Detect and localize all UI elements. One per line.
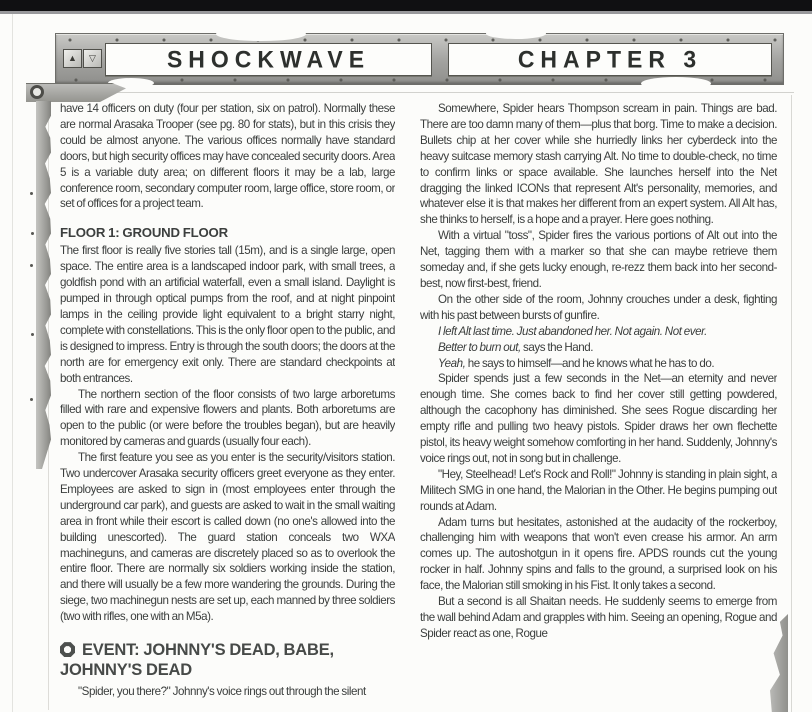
scan-top-bar-shadow xyxy=(0,11,812,14)
paragraph: "Hey, Steelhead! Let's Rock and Roll!" Johnny is standing in plain sight, a Militech SMG in one hand, the Malorian in the Other. He begins pumping out rounds at Adam. xyxy=(420,467,777,513)
banner-panel-title xyxy=(105,43,432,76)
body-text: says the Hand. xyxy=(520,340,594,354)
paragraph: Adam turns but hesitates, astonished at the audacity of the rockerboy, challenging him with weapons that won't even crease his armor. An arm comes up. The autoshotgun in it opens fire. APDS rounds cut the young rocker in half. Johnny spins and falls to the ground, a surprised look on his face, the Malorian still smoking in his Fist. It only takes a second. xyxy=(420,515,777,593)
paragraph: Somewhere, Spider hears Thompson scream in pain. Things are bad. There are too damn many of them—plus that borg. Time to make a decision. Bullets chip at her cover while she hurriedly links her cyberdeck into the heavy suitcase memory stash carrying Alt. No time to double-check, no time to confirm links or space available. She launches herself into the Net dragging the linked ICONs that represent Alt's personality, memories, and whatever else it is that makes her different from an expert system. All Alt has, she thinks to herself, is a hope and a prayer. Here goes nothing. xyxy=(420,102,777,227)
chapter-banner xyxy=(55,33,784,85)
header-rule xyxy=(44,92,794,93)
paragraph xyxy=(420,356,777,372)
chapter-title: CHAPTER 3 xyxy=(517,45,703,73)
rivet-dot xyxy=(30,264,33,267)
italic-text: Yeah, xyxy=(438,356,466,370)
rivet-dot xyxy=(30,398,33,401)
paragraph: have 14 officers on duty (four per station, six on patrol). Normally these are normal Arasaka Trooper (see pg. 80 for stats), but in this crisis they could be almost anyone. The various offices normally have standard doors, but high security offices may have concealed security doors. Area 5 is a variable duty area; on different floors it may be a lab, large conference room, secondary computer room, large office, store room, or set of offices for a project team. xyxy=(60,102,395,211)
rivet-dot xyxy=(30,192,33,195)
right-column xyxy=(420,101,777,712)
rivet-dot xyxy=(31,232,34,235)
event-heading-label: EVENT: JOHNNY'S DEAD, BABE, JOHNNY'S DEAD xyxy=(60,641,334,680)
torn-edge xyxy=(486,28,546,39)
body-text: he says to himself—and he knows what he has to do. xyxy=(465,356,715,370)
banner-up-arrow-icon: ▲ xyxy=(63,49,82,68)
paragraph: With a virtual "toss", Spider fires the various portions of Alt out into the Net, tagging them with a marker so that she can maybe retrieve them someday and, if she gets lucky enough, re-rezz them back into her second-best, now first-best, friend. xyxy=(420,229,777,290)
page-edge-line xyxy=(12,14,13,712)
paragraph: On the other side of the room, Johnny crouches under a desk, fighting with his past between bursts of gunfire. xyxy=(420,292,777,322)
paragraph: But a second is all Shaitan needs. He suddenly seems to emerge from the wall behind Adam and grapples with him. Seeing an opening, Rogue and Spider react as one, Rogue xyxy=(420,595,777,640)
book-title: SHOCKWAVE xyxy=(166,45,371,73)
event-heading xyxy=(60,640,395,680)
italic-text: Better to burn out, xyxy=(438,340,521,354)
paragraph: The first feature you see as you enter is the security/visitors station. Two undercover Arasaka security officers greet everyone as they enter. Employees are asked to sign in (most employees enter through the underground car park), and guests are asked to wait in the small waiting area in front while their escort is called down (no one's allowed into the building unescorted). The guard station conceals two WXA machineguns, and cameras are discretely placed so as to overlook the entire floor. There are normally six soldiers working inside the station, and there will usually be a few more wandering the grounds. During the siege, two machinegun nests are set up, each manned by three soldiers (two with rifles, one with an M5a). xyxy=(60,451,395,624)
section-heading: FLOOR 1: GROUND FLOOR xyxy=(60,225,228,241)
paragraph xyxy=(420,340,777,356)
left-column xyxy=(60,101,395,712)
scan-top-bar xyxy=(0,0,812,11)
right-margin-rule xyxy=(791,95,792,712)
italic-text: I left Alt last time. Just abandoned her. Not again. Not ever. xyxy=(438,324,707,338)
paragraph: The first floor is really five stories tall (15m), and is a single large, open space. The entire area is a landscaped indoor park, with small trees, a goldfish pond with an artificial waterfall, even a small island. Daylight is pumped in through optical pumps from the roof, and at night pinpoint lamps in the ceiling provide light equivalent to a bright starry night, complete with constellations. This is the only floor open to the public, and is designed to impress. Entry is through the south doors; the doors at the north are for emergency exit only. There are standard checkpoints at both entrances. xyxy=(60,244,395,385)
paragraph xyxy=(420,324,777,340)
paragraph: The northern section of the floor consists of two large arboretums filled with rare and expensive flowers and plants. Both arboretums are open to the public (or were before the troubles began), but are heavily monitored by cameras and guards (usually four each). xyxy=(60,387,395,449)
torn-edge xyxy=(216,27,306,41)
banner-panel-chapter xyxy=(448,43,772,76)
corner-ring-icon xyxy=(30,85,44,99)
torn-edge xyxy=(641,77,711,90)
paragraph: Spider spends just a few seconds in the Net—an eternity and never enough time. She comes back to find her cover still getting powdered, although the cacophony has diminished. She sees Rogue discarding her empty rifle and pulling two heavy pistols. Spider draws her own flechette pistol, its heavy weight somehow comforting in her hand. Suddenly, Johnny's voice rings out, not in song but in challenge. xyxy=(420,372,777,465)
octagon-icon xyxy=(60,642,75,657)
paragraph: "Spider, you there?" Johnny's voice rings out through the silent xyxy=(78,685,366,699)
rivet-dot xyxy=(31,333,34,336)
banner-down-arrow-icon: ▽ xyxy=(83,49,102,68)
